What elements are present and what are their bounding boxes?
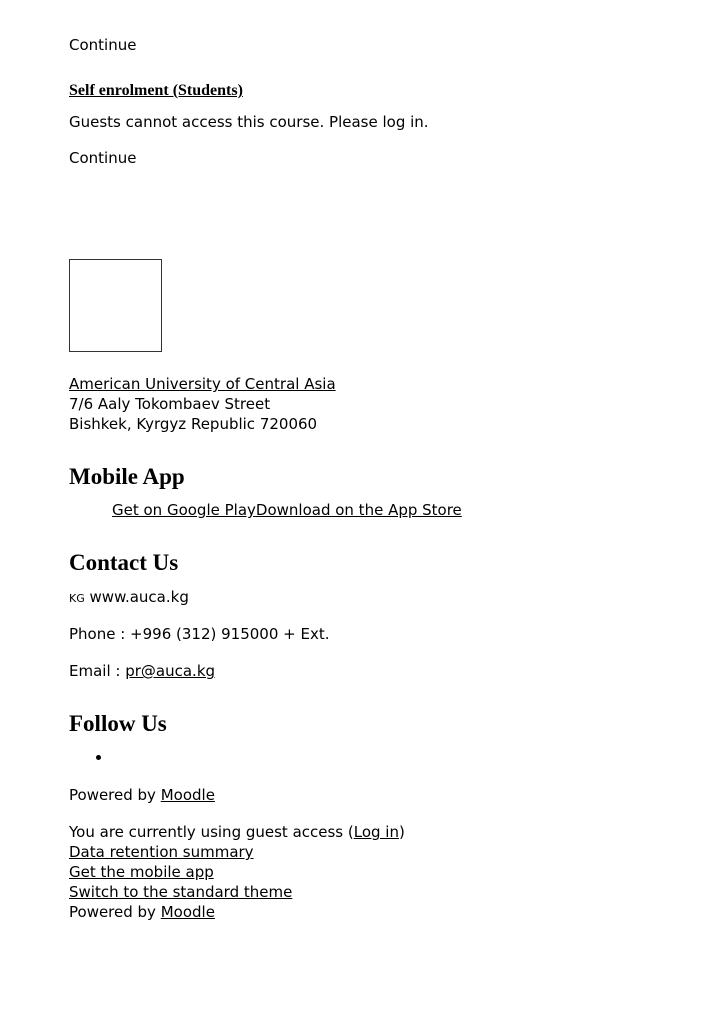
footer-info	[69, 822, 405, 922]
address-street: 7/6 Aaly Tokombaev Street	[69, 395, 271, 413]
university-logo	[69, 259, 162, 352]
email-prefix: Email :	[69, 662, 126, 680]
guest-access-text: You are currently using guest access (	[69, 823, 354, 841]
guest-access-close: )	[398, 823, 405, 841]
switch-theme-link[interactable]: Switch to the standard theme	[69, 883, 293, 901]
social-list-item	[96, 755, 101, 760]
follow-us-heading: Follow Us	[69, 711, 167, 736]
self-enrolment-heading: Self enrolment (Students)	[69, 82, 243, 99]
website-line	[69, 587, 189, 609]
continue-link-top[interactable]: Continue	[69, 36, 137, 54]
mobile-app-link[interactable]: Get the mobile app	[69, 863, 214, 881]
address-city: Bishkek, Kyrgyz Republic 720060	[69, 415, 318, 433]
email-line	[69, 661, 215, 681]
footer-powered-prefix: Powered by	[69, 903, 161, 921]
google-play-link[interactable]: Get on Google Play	[112, 501, 256, 519]
login-link[interactable]: Log in	[353, 823, 399, 841]
university-link[interactable]: American University of Central Asia	[69, 375, 336, 393]
app-store-link[interactable]: Download on the App Store	[255, 501, 462, 519]
powered-by-prefix: Powered by	[69, 786, 161, 804]
powered-by-line	[69, 785, 215, 805]
continue-link[interactable]: Continue	[69, 149, 137, 167]
address-block	[69, 374, 336, 434]
email-link[interactable]: pr@auca.kg	[125, 662, 216, 680]
moodle-link[interactable]: Moodle	[160, 786, 215, 804]
mobile-app-heading: Mobile App	[69, 464, 185, 489]
website-text: www.auca.kg	[89, 588, 189, 606]
kg-flag-icon: KG	[69, 592, 85, 605]
footer-moodle-link[interactable]: Moodle	[160, 903, 215, 921]
contact-us-heading: Contact Us	[69, 550, 179, 575]
guest-access-message: Guests cannot access this course. Please log in.	[69, 113, 429, 131]
app-links	[112, 500, 462, 520]
data-retention-link[interactable]: Data retention summary	[69, 843, 254, 861]
phone-line: Phone : +996 (312) 915000 + Ext.	[69, 625, 330, 643]
